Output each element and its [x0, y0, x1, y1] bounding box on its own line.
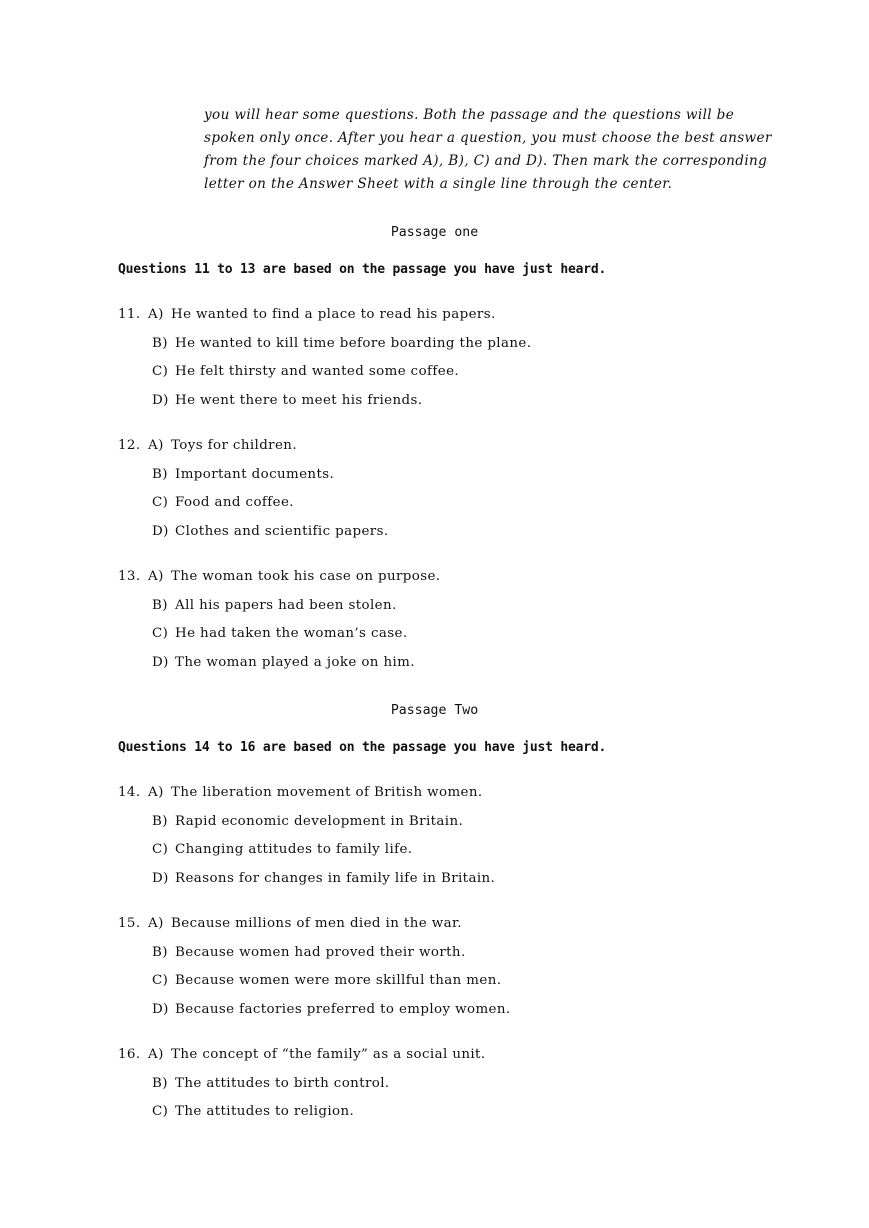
intro-paragraph [204, 104, 772, 196]
option-row[interactable] [118, 812, 758, 841]
option-row[interactable] [118, 334, 758, 363]
intro-line: from the four choices marked A), B), C) and D). Then mark the corresponding [204, 153, 768, 169]
option-text: The woman played a joke on him. [175, 654, 415, 670]
option-letter: D) [152, 870, 169, 886]
option-letter: D) [152, 1001, 169, 1017]
question-15 [118, 914, 758, 1028]
option-text: The concept of “the family” as a social unit. [171, 1047, 486, 1062]
option-letter: A) [148, 785, 164, 800]
option-text: He went there to meet his friends. [175, 392, 423, 408]
option-letter: B) [152, 597, 168, 613]
option-row[interactable] [118, 624, 758, 653]
option-letter: C) [152, 1104, 169, 1119]
option-row[interactable] [118, 391, 758, 420]
option-letter: B) [152, 944, 168, 960]
passage-instruction-one: Questions 11 to 13 are based on the passage you have just heard. [118, 262, 607, 277]
option-letter: D) [152, 654, 169, 670]
option-row[interactable] [118, 567, 758, 596]
intro-line: you will hear some questions. Both the passage and the questions will be [204, 107, 735, 123]
question-number: 14. [118, 785, 141, 800]
option-letter: A) [148, 307, 164, 322]
option-letter: A) [148, 569, 164, 584]
option-text: All his papers had been stolen. [175, 597, 397, 613]
question-11 [118, 305, 758, 419]
option-text: The woman took his case on purpose. [171, 569, 441, 584]
option-letter: D) [152, 523, 169, 539]
passage-title-two: Passage Two [390, 703, 479, 718]
passage-title-one: Passage one [390, 225, 479, 240]
option-text: Toys for children. [171, 438, 297, 453]
option-row[interactable] [118, 914, 758, 943]
option-row[interactable] [118, 869, 758, 898]
option-letter: C) [152, 973, 169, 988]
option-letter: B) [152, 1075, 168, 1091]
option-text: He wanted to find a place to read his papers. [171, 307, 496, 322]
option-row[interactable] [118, 971, 758, 1000]
option-letter: A) [148, 438, 164, 453]
option-text: Because millions of men died in the war. [171, 916, 462, 931]
option-text: Because women were more skillful than men. [175, 973, 502, 988]
option-row[interactable] [118, 783, 758, 812]
option-row[interactable] [118, 943, 758, 972]
option-letter: C) [152, 495, 169, 510]
option-text: Rapid economic development in Britain. [175, 813, 464, 829]
option-row[interactable] [118, 305, 758, 334]
option-text: Important documents. [175, 466, 335, 482]
option-text: Clothes and scientific papers. [175, 523, 389, 539]
option-text: Because factories preferred to employ women. [175, 1001, 511, 1017]
question-number: 15. [118, 916, 141, 931]
option-row[interactable] [118, 596, 758, 625]
option-letter: B) [152, 335, 168, 351]
option-letter: A) [148, 916, 164, 931]
option-text: The attitudes to birth control. [175, 1075, 390, 1091]
option-text: He wanted to kill time before boarding the plane. [175, 335, 532, 351]
option-text: The liberation movement of British women. [171, 785, 483, 800]
option-text: He felt thirsty and wanted some coffee. [175, 364, 460, 379]
intro-line: letter on the Answer Sheet with a single line through the center. [204, 176, 673, 192]
question-number: 13. [118, 569, 141, 584]
option-row[interactable] [118, 1000, 758, 1029]
option-letter: A) [148, 1047, 164, 1062]
option-text: The attitudes to religion. [175, 1104, 355, 1119]
option-letter: B) [152, 813, 168, 829]
option-letter: B) [152, 466, 168, 482]
question-16 [118, 1045, 758, 1131]
option-row[interactable] [118, 465, 758, 494]
option-row[interactable] [118, 653, 758, 682]
question-12 [118, 436, 758, 550]
option-row[interactable] [118, 1045, 758, 1074]
option-row[interactable] [118, 493, 758, 522]
passage-instruction-two: Questions 14 to 16 are based on the passage you have just heard. [118, 740, 607, 755]
question-number: 16. [118, 1047, 141, 1062]
option-row[interactable] [118, 840, 758, 869]
option-row[interactable] [118, 522, 758, 551]
option-letter: C) [152, 626, 169, 641]
option-text: Changing attitudes to family life. [175, 842, 413, 857]
option-letter: C) [152, 364, 169, 379]
option-row[interactable] [118, 362, 758, 391]
option-letter: D) [152, 392, 169, 408]
option-letter: C) [152, 842, 169, 857]
intro-line: spoken only once. After you hear a question, you must choose the best answer [204, 130, 772, 146]
question-number: 11. [118, 307, 141, 322]
option-text: Because women had proved their worth. [175, 944, 466, 960]
option-row[interactable] [118, 1102, 758, 1131]
question-number: 12. [118, 438, 141, 453]
option-text: He had taken the woman’s case. [175, 626, 408, 641]
option-row[interactable] [118, 1074, 758, 1103]
option-row[interactable] [118, 436, 758, 465]
question-13 [118, 567, 758, 681]
option-text: Food and coffee. [175, 495, 294, 510]
question-14 [118, 783, 758, 897]
option-text: Reasons for changes in family life in Britain. [175, 870, 496, 886]
